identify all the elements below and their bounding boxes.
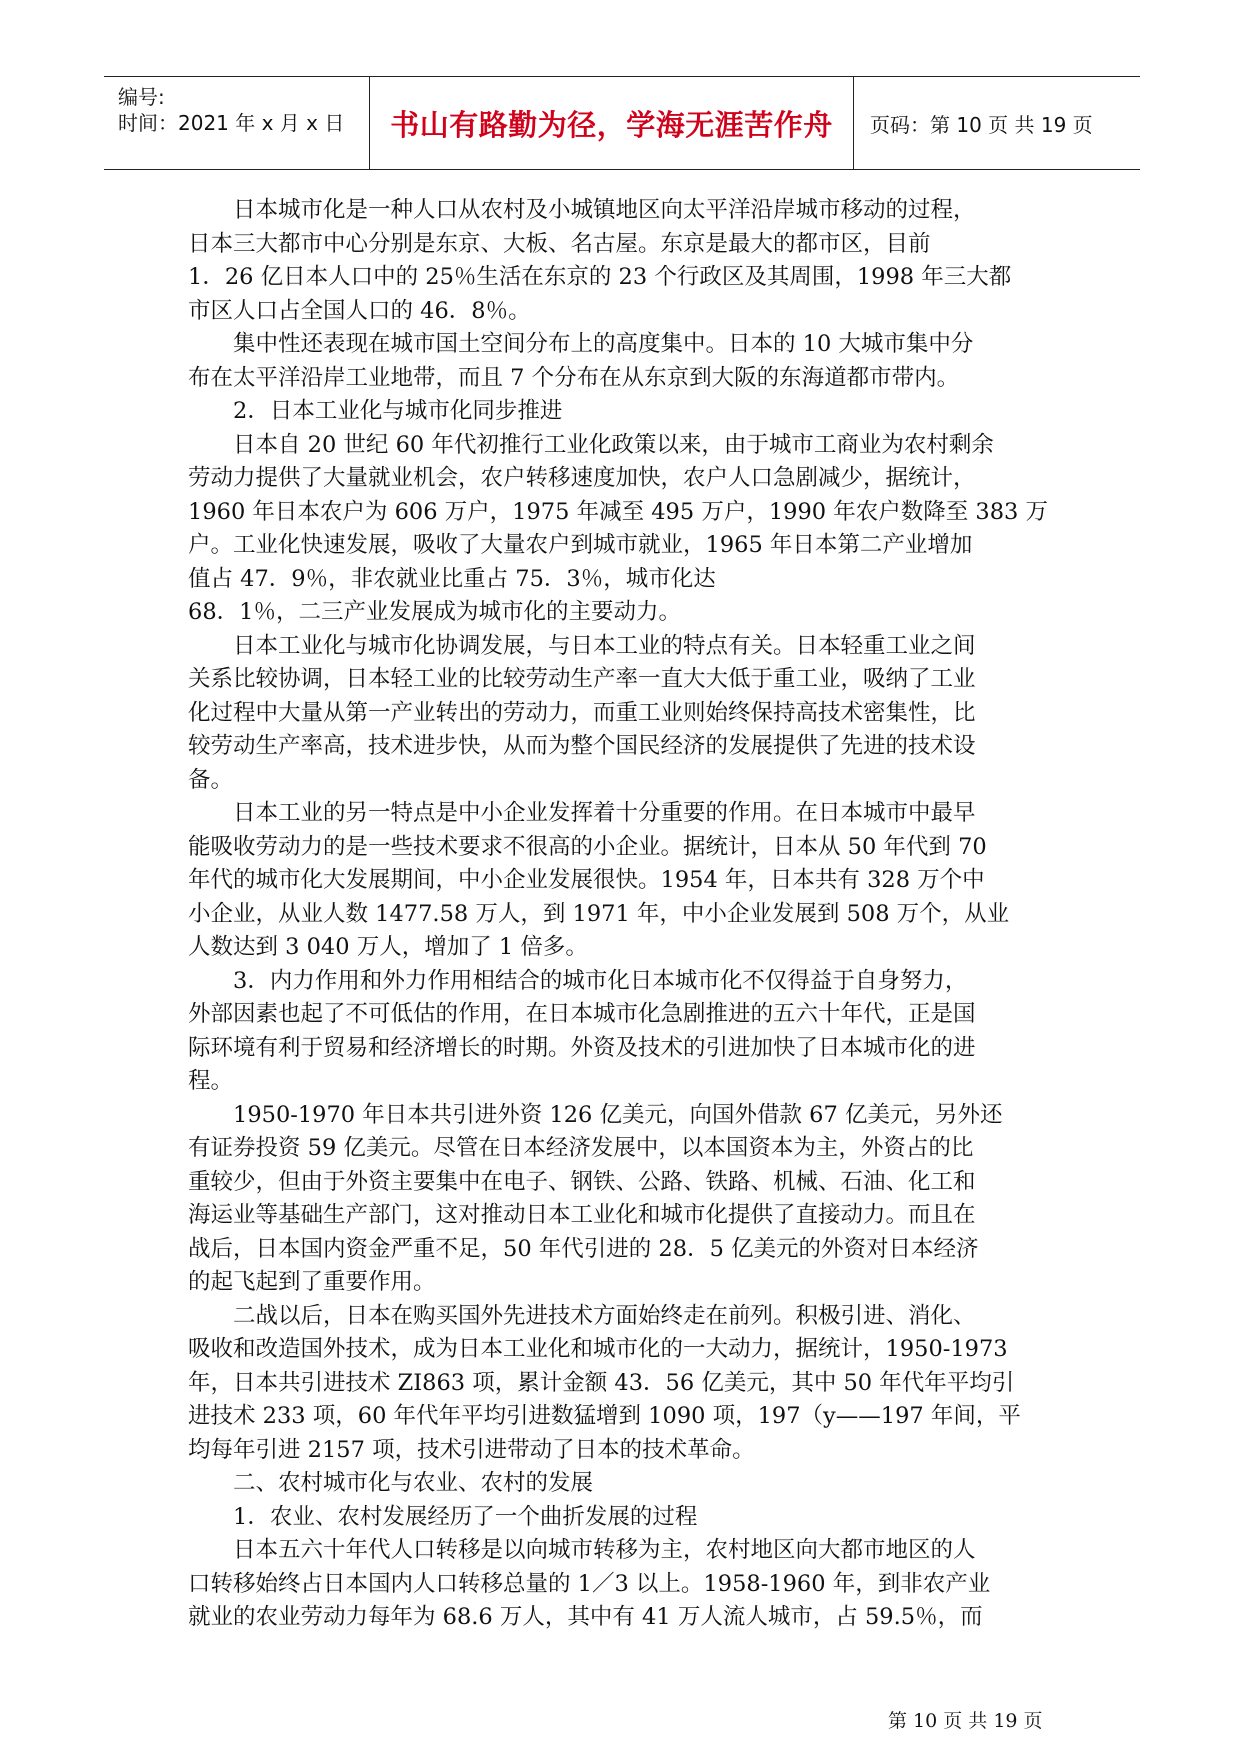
text-line: 1950-1970 年日本共引进外资 126 亿美元，向国外借款 67 亿美元，另外还 [188, 1101, 1003, 1128]
text-line: 化过程中大量从第一产业转出的劳动力，而重工业则始终保持高技术密集性，比 [188, 699, 976, 726]
text-line: 1．农业、农村发展经历了一个曲折发展的过程 [188, 1503, 698, 1530]
text-line: 重较少，但由于外资主要集中在电子、钢铁、公路、铁路、机械、石油、化工和 [188, 1168, 976, 1195]
page-footer: 第 10 页 共 19 页 [888, 1710, 1043, 1732]
page-label: 页码：第 10 页 共 19 页 [870, 112, 1093, 137]
text-line: 较劳动生产率高，技术进步快，从而为整个国民经济的发展提供了先进的技术设 [188, 733, 976, 759]
text-line: 外部因素也起了不可低估的作用，在日本城市化急剧推进的五六十年代，正是国 [188, 1001, 976, 1027]
header-meta [104, 77, 370, 169]
text-line: 战后，日本国内资金严重不足，50 年代引进的 28．5 亿美元的外资对日本经济 [188, 1235, 979, 1262]
text-line: 口转移始终占日本国内人口转移总量的 1／3 以上。1958-1960 年，到非农产业 [188, 1570, 991, 1597]
text-line: 海运业等基础生产部门，这对推动日本工业化和城市化提供了直接动力。而且在 [188, 1202, 976, 1228]
text-line: 布在太平洋沿岸工业地带，而且 7 个分布在从东京到大阪的东海道都市带内。 [188, 364, 960, 391]
text-line: 备。 [188, 766, 234, 793]
number-label: 编号: [118, 85, 165, 109]
text-line: 二战以后，日本在购买国外先进技术方面始终走在前列。积极引进、消化、 [188, 1302, 976, 1329]
text-line: 日本自 20 世纪 60 年代初推行工业化政策以来，由于城市工商业为农村剩余 [188, 431, 994, 458]
text-line: 3．内力作用和外力作用相结合的城市化日本城市化不仅得益于自身努力， [188, 967, 968, 994]
text-line: 1960 年日本农户为 606 万户，1975 年减至 495 万户，1990 年农户数降至 383 万 [188, 498, 1048, 525]
text-line: 能吸收劳动力的是一些技术要求不很高的小企业。据统计，日本从 50 年代到 70 [188, 833, 987, 860]
text-line: 68．1％，二三产业发展成为城市化的主要动力。 [188, 599, 681, 625]
text-line: 进技术 233 项，60 年代年平均引进数猛增到 1090 项，197（y——197 年间，平 [188, 1403, 1021, 1429]
text-line: 市区人口占全国人口的 46．8％。 [188, 297, 531, 324]
motto: 书山有路勤为径，学海无涯苦作舟 [390, 107, 833, 142]
text-line: 有证券投资 59 亿美元。尽管在日本经济发展中，以本国资本为主，外资占的比 [188, 1135, 974, 1161]
text-line: 年代的城市化大发展期间，中小企业发展很快。1954 年，日本共有 328 万个中 [188, 867, 985, 893]
text-line: 2．日本工业化与城市化同步推进 [188, 398, 563, 424]
text-line: 劳动力提供了大量就业机会，农户转移速度加快，农户人口急剧减少，据统计， [188, 465, 976, 491]
text-line: 年，日本共引进技术 ZI863 项，累计金额 43．56 亿美元，其中 50 年代年平均引 [188, 1369, 1015, 1396]
text-line: 吸收和改造国外技术，成为日本工业化和城市化的一大动力，据统计，1950-1973 [188, 1336, 1008, 1362]
text-line: 集中性还表现在城市国土空间分布上的高度集中。日本的 10 大城市集中分 [188, 331, 974, 357]
header-page-cell [854, 77, 1140, 169]
text-line: 1．26 亿日本人口中的 25％生活在东京的 23 个行政区及其周围，1998 年三大都 [188, 264, 1012, 290]
text-line: 程。 [188, 1068, 234, 1094]
page-header [104, 76, 1140, 170]
text-line: 人数达到 3 040 万人，增加了 1 倍多。 [188, 934, 588, 960]
text-line: 户。工业化快速发展，吸收了大量农户到城市就业，1965 年日本第二产业增加 [188, 532, 973, 558]
text-line: 值占 47．9％，非农就业比重占 75．3％，城市化达 [188, 565, 716, 592]
text-line: 日本工业的另一特点是中小企业发挥着十分重要的作用。在日本城市中最早 [188, 800, 976, 826]
text-line: 小企业，从业人数 1477.58 万人，到 1971 年，中小企业发展到 508 万个，从业 [188, 900, 1010, 927]
time-label: 时间：2021 年 x 月 x 日 [118, 111, 345, 135]
text-line: 日本三大都市中心分别是东京、大板、名古屋。东京是最大的都市区，目前 [188, 230, 931, 257]
text-line: 日本城市化是一种人口从农村及小城镇地区向太平洋沿岸城市移动的过程， [188, 197, 976, 223]
text-line: 就业的农业劳动力每年为 68.6 万人，其中有 41 万人流人城市，占 59.5％，而 [188, 1604, 983, 1630]
text-line: 均每年引进 2157 项，技术引进带动了日本的技术革命。 [188, 1436, 755, 1463]
text-line: 日本五六十年代人口转移是以向城市转移为主，农村地区向大都市地区的人 [188, 1537, 976, 1563]
text-line: 关系比较协调，日本轻工业的比较劳动生产率一直大大低于重工业，吸纳了工业 [188, 666, 976, 692]
text-line: 二、农村城市化与农业、农村的发展 [188, 1470, 594, 1496]
header-motto-cell [370, 77, 854, 169]
text-line: 日本工业化与城市化协调发展，与日本工业的特点有关。日本轻重工业之间 [188, 632, 976, 659]
document-body [188, 194, 1060, 1635]
text-line: 际环境有利于贸易和经济增长的时期。外资及技术的引进加快了日本城市化的进 [188, 1034, 976, 1061]
text-line: 的起飞起到了重要作用。 [188, 1269, 436, 1295]
